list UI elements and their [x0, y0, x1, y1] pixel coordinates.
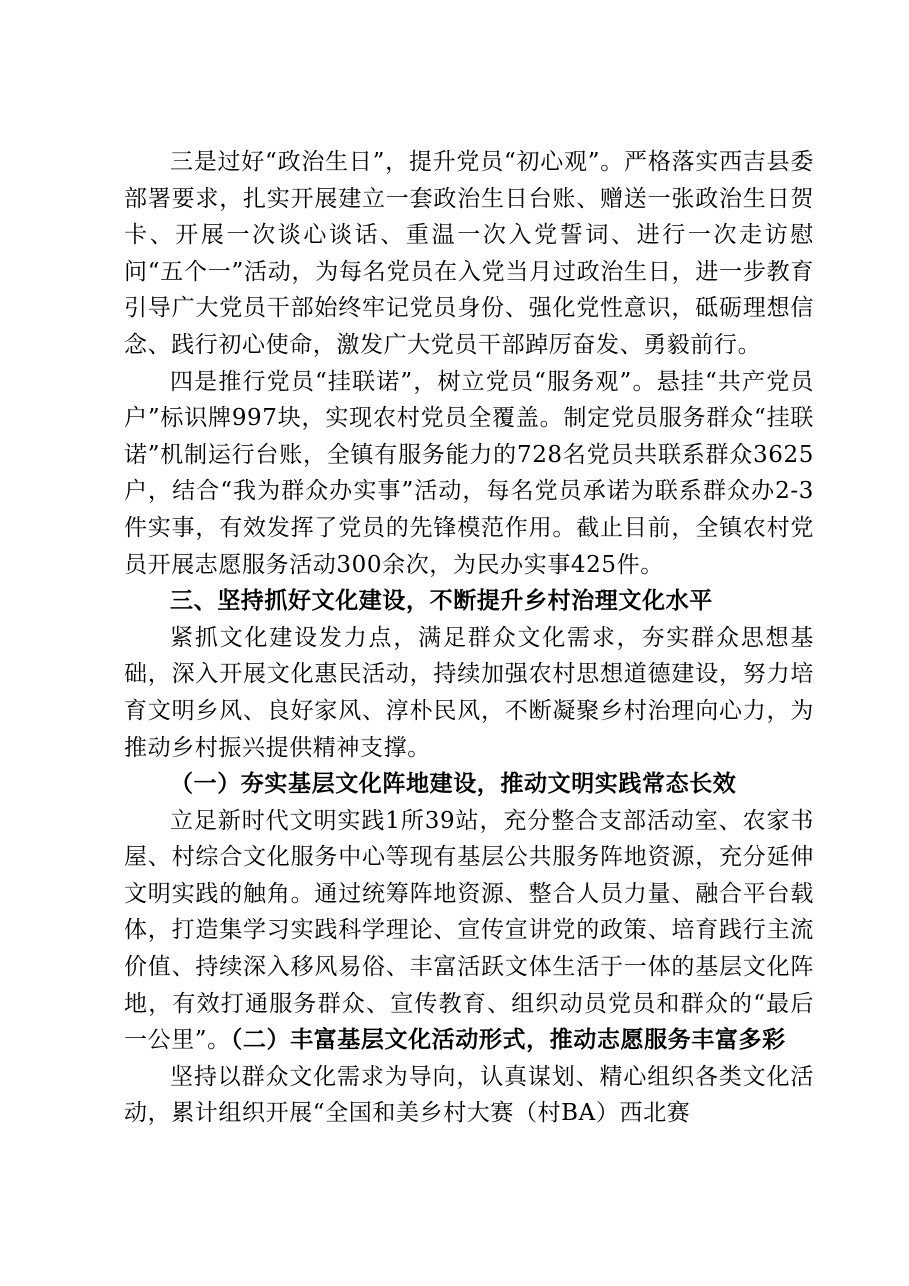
- paragraph-culture-activities: 坚持以群众文化需求为导向，认真谋划、精心组织各类文化活动，累计组织开展“全国和美乡村大赛（村BA）西北赛: [124, 1063, 814, 1127]
- paragraph-civilization-practice-text: 立足新时代文明实践1所39站，充分整合支部活动室、农家书屋、村综合文化服务中心等现有基层公共服务阵地资源，充分延伸文明实践的触角。通过统筹阵地资源、整合人员力量、融合平台载体，打造集学习实践科学理论、宣传宣讲党的政策、培育践行主流价值、持续深入移风易俗、丰富活跃文体生活于一体的基层文化阵地，有效打通服务群众、宣传教育、组织动员党员和群众的“最后一公里”。: [124, 807, 814, 1054]
- subheading-culture-position: （一）夯实基层文化阵地建设，推动文明实践常态长效: [170, 770, 737, 798]
- subheading-culture-activities: （二）丰富基层文化活动形式，推动志愿服务丰富多彩: [230, 1026, 786, 1054]
- paragraph-party-member-pledge: 四是推行党员“挂联诺”，树立党员“服务观”。悬挂“共产党员户”标识牌997块，实现农村党员全覆盖。制定党员服务群众“挂联诺”机制运行台账，全镇有服务能力的728名党员共联系群众3625户，结合“我为群众办实事”活动，每名党员承诺为联系群众办2-3件实事，有效发挥了党员的先锋模范作用。截止目前，全镇农村党员开展志愿服务活动300余次，为民办实事425件。: [124, 368, 814, 578]
- document-body: [124, 144, 814, 1132]
- paragraph-political-birthday: 三是过好“政治生日”，提升党员“初心观”。严格落实西吉县委部署要求，扎实开展建立一套政治生日台账、赠送一张政治生日贺卡、开展一次谈心谈话、重温一次入党誓词、进行一次走访慰问“五个一”活动，为每名党员在入党当月过政治生日，进一步教育引导广大党员干部始终牢记党员身份、强化党性意识，砥砺理想信念、践行初心使命，激发广大党员干部踔厉奋发、勇毅前行。: [124, 149, 814, 358]
- paragraph-culture-intro: 紧抓文化建设发力点，满足群众文化需求，夯实群众思想基础，深入开展文化惠民活动，持续加强农村思想道德建设，努力培育文明乡风、良好家风、淳朴民风，不断凝聚乡村治理向心力，为推动乡村振兴提供精神支撑。: [124, 624, 814, 761]
- section-heading-culture: 三、坚持抓好文化建设，不断提升乡村治理文化水平: [170, 587, 713, 615]
- paragraph-civilization-practice: [124, 803, 814, 1059]
